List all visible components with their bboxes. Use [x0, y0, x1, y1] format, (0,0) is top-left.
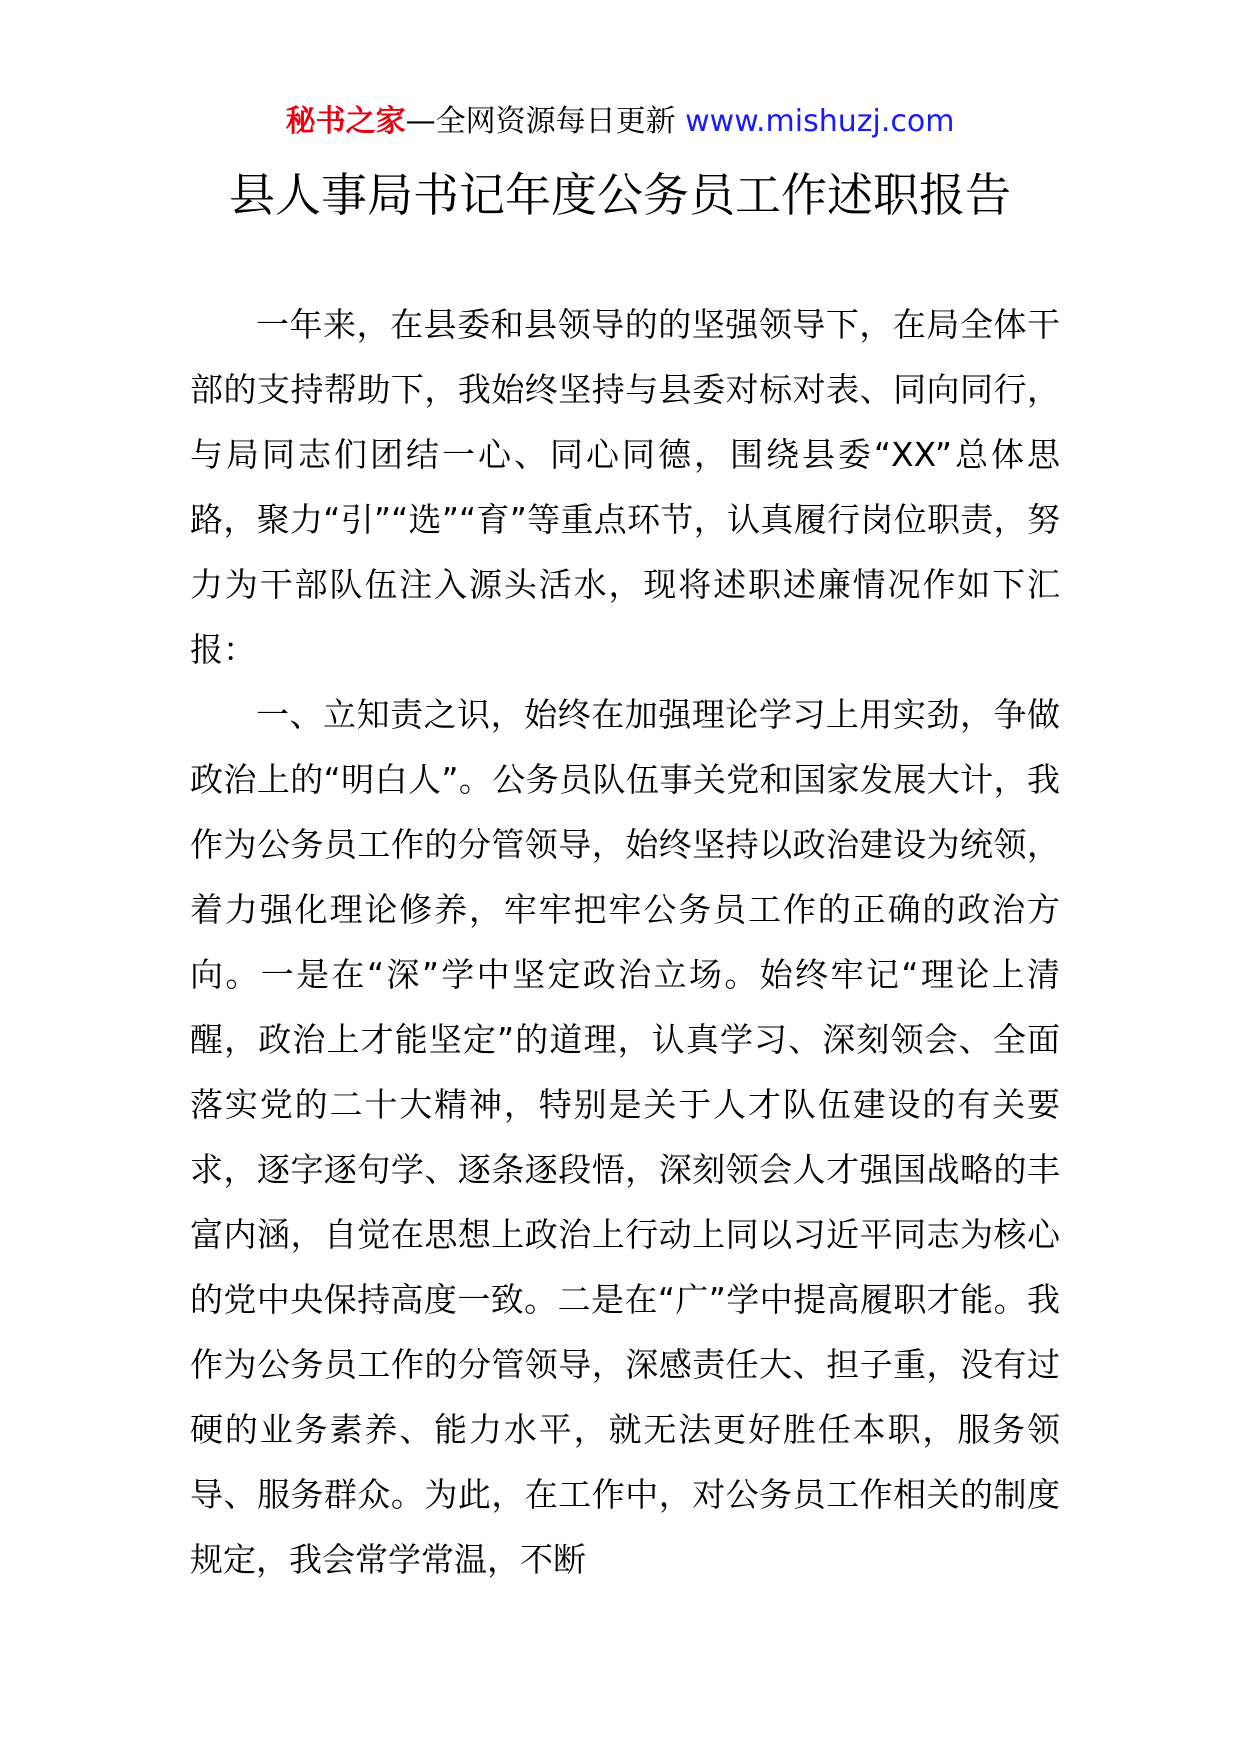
paragraph-intro: 一年来，在县委和县领导的的坚强领导下，在局全体干部的支持帮助下，我始终坚持与县委对标对表、同向同行，与局同志们团结一心、同心同德，围绕县委“XX”总体思路，聚力“引”“选”“育”等重点环节，认真履行岗位职责，努力为干部队伍注入源头活水，现将述职述廉情况作如下汇报： — [190, 305, 1060, 669]
document-body — [190, 292, 1060, 1592]
watermark-header — [0, 100, 1240, 144]
brand-name: 秘书之家 — [285, 104, 406, 139]
document-title: 县人事局书记年度公务员工作述职报告 — [229, 168, 1011, 222]
header-tagline: —全网资源每日更新 — [405, 104, 686, 139]
site-url[interactable]: www.mishuzj.com — [685, 104, 955, 139]
paragraph-section-one: 一、立知责之识，始终在加强理论学习上用实劲，争做政治上的“明白人”。公务员队伍事关党和国家发展大计，我作为公务员工作的分管领导，始终坚持以政治建设为统领，着力强化理论修养，牢牢把牢公务员工作的正确的政治方向。一是在“深”学中坚定政治立场。始终牢记“理论上清醒，政治上才能坚定”的道理，认真学习、深刻领会、全面落实党的二十大精神，特别是关于人才队伍建设的有关要求，逐字逐句学、逐条逐段悟，深刻领会人才强国战略的丰富内涵，自觉在思想上政治上行动上同以习近平同志为核心的党中央保持高度一致。二是在“广”学中提高履职才能。我作为公务员工作的分管领导，深感责任大、担子重，没有过硬的业务素养、能力水平，就无法更好胜任本职，服务领导、服务群众。为此，在工作中，对公务员工作相关的制度规定，我会常学常温，不断 — [190, 695, 1060, 1579]
